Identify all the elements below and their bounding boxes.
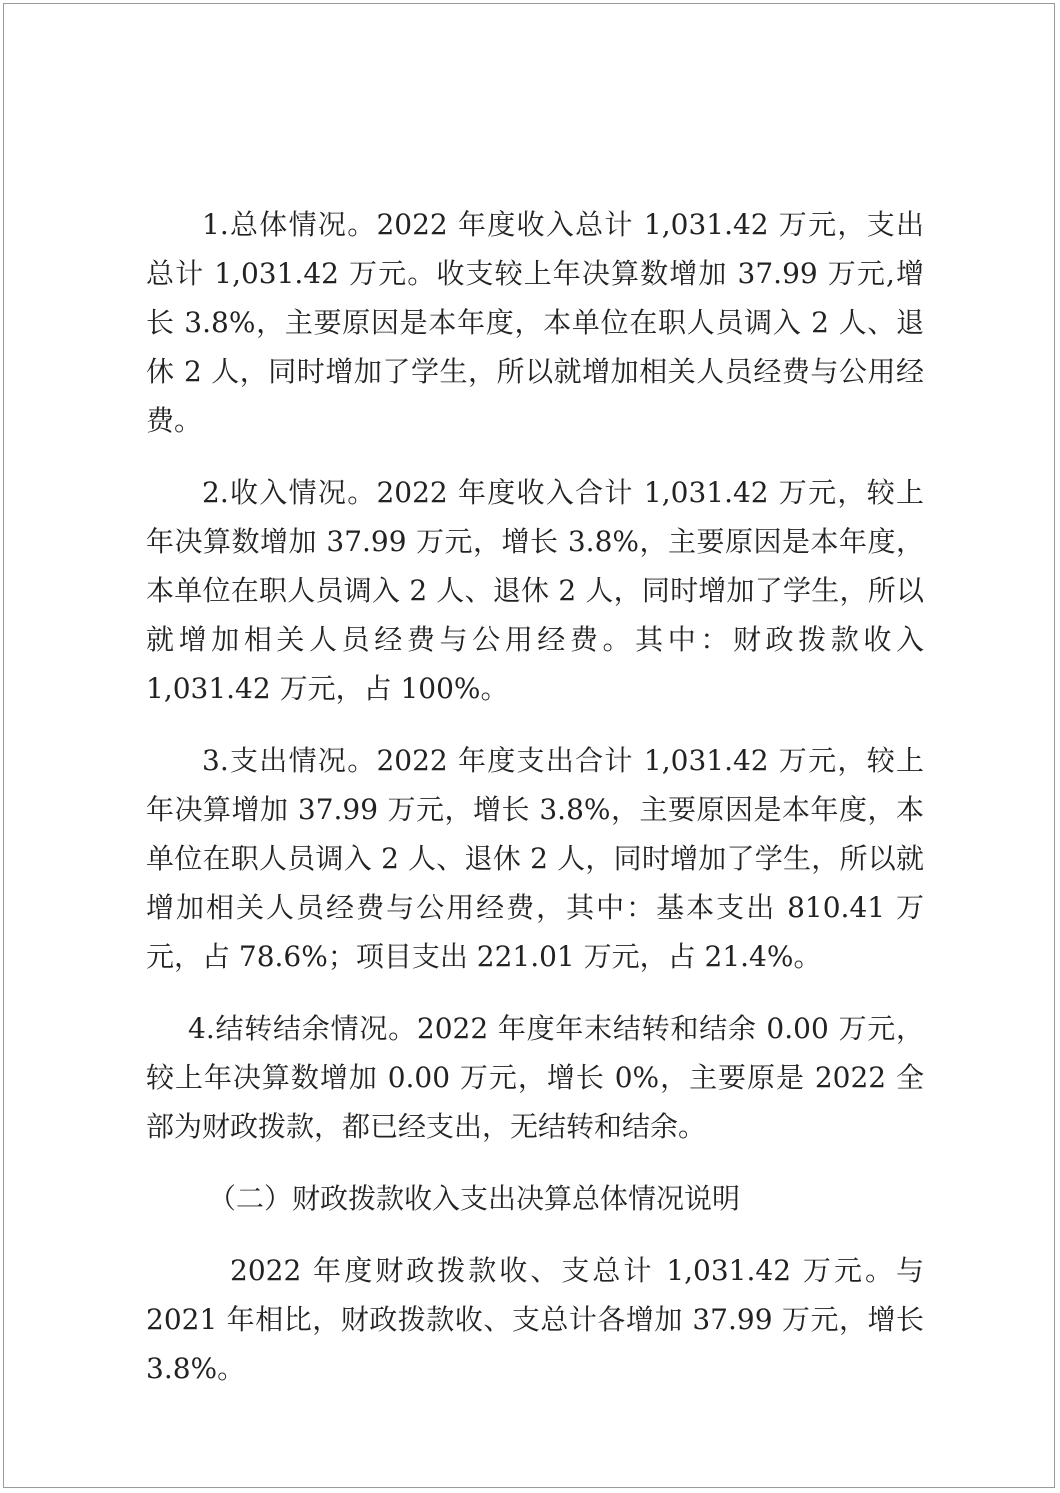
document-body	[146, 200, 924, 1393]
paragraph-expenditure: 3.支出情况。2022 年度支出合计 1,031.42 万元，较上年决算增加 37.99 万元，增长 3.8%，主要原因是本年度，本单位在职人员调入 2 人、退休 2 人，同时增加了学生，所以就增加相关人员经费与公用经费，其中：基本支出 810.41 万元，占 78.6%；项目支出 221.01 万元，占 21.4%。	[146, 744, 924, 973]
paragraph-income: 2.收入情况。2022 年度收入合计 1,031.42 万元，较上年决算数增加 37.99 万元，增长 3.8%，主要原因是本年度，本单位在职人员调入 2 人、退休 2 人，同时增加了学生，所以就增加相关人员经费与公用经费。其中：财政拨款收入 1,031.42 万元，占 100%。	[146, 476, 924, 705]
section-heading: （二）财政拨款收入支出决算总体情况说明	[208, 1182, 741, 1215]
paragraph-overall: 1.总体情况。2022 年度收入总计 1,031.42 万元，支出总计 1,031.42 万元。收支较上年决算数增加 37.99 万元,增长 3.8%，主要原因是本年度，本单位在职人员调入 2 人、退休 2 人，同时增加了学生，所以就增加相关人员经费与公用经费。	[146, 208, 924, 437]
document-page	[3, 3, 1055, 1488]
paragraph-fiscal-appropriation: 2022 年度财政拨款收、支总计 1,031.42 万元。与 2021 年相比，财政拨款收、支总计各增加 37.99 万元，增长 3.8%。	[146, 1254, 924, 1385]
paragraph-carryover: 4.结转结余情况。2022 年度年末结转和结余 0.00 万元，较上年决算数增加 0.00 万元，增长 0%，主要原是 2022 全部为财政拨款，都已经支出，无结转和结余。	[146, 1012, 924, 1143]
